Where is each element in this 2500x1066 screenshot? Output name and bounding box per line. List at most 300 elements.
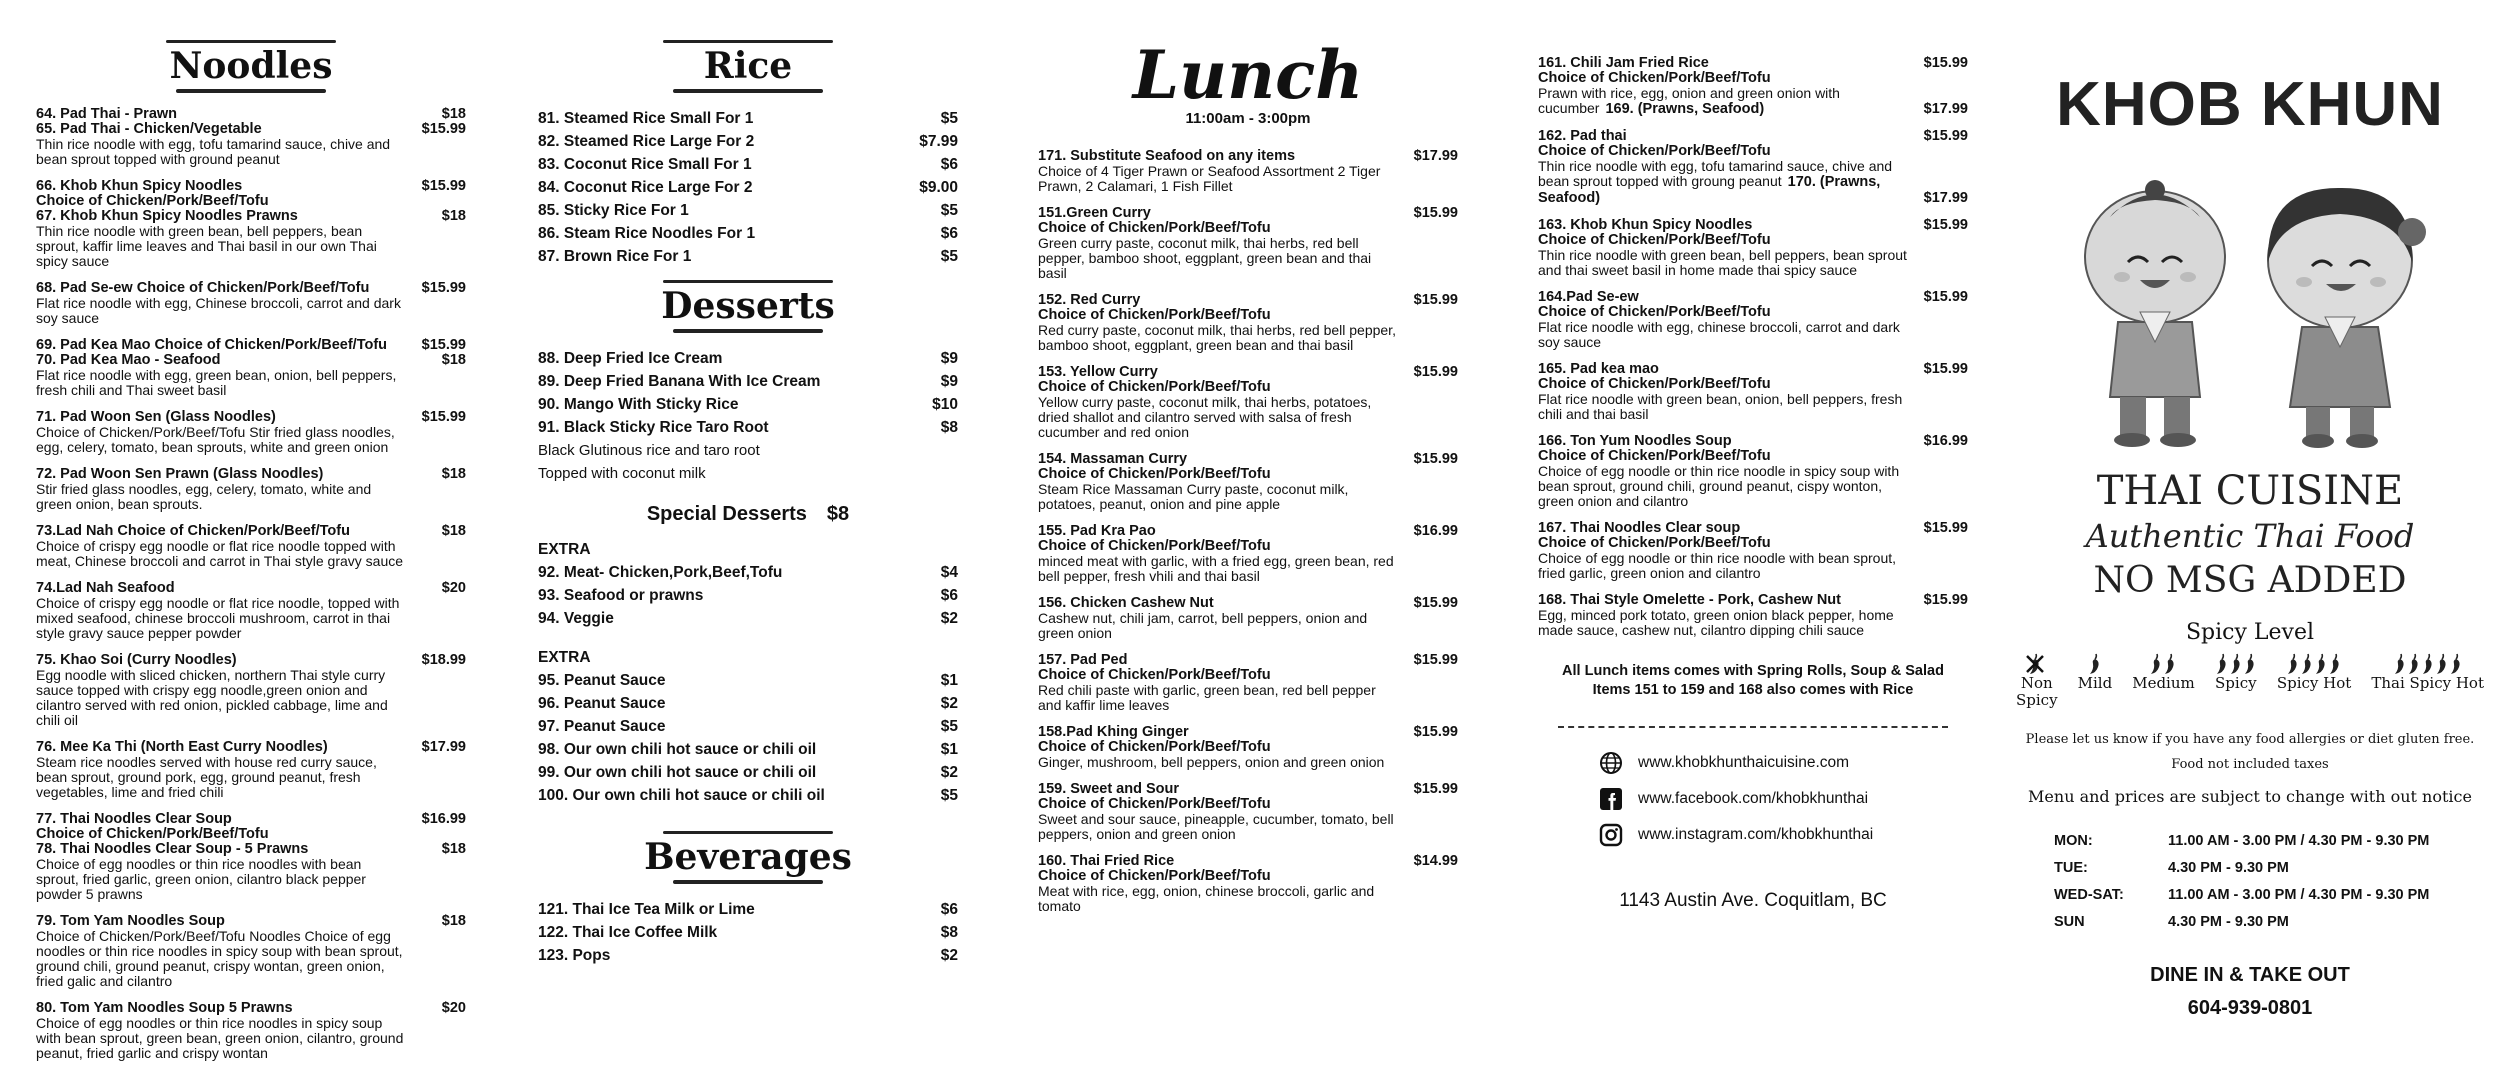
menu-item (36, 467, 466, 512)
item-description-text: Choice of egg noodle or thin rice noodle in spicy soup with bean sprout, ground chili, ground peanut, cispy wonton, green onion and cilantro (1538, 463, 1900, 509)
item-description-text: Egg noodle with sliced chicken, northern Thai style curry sauce topped with crispy egg noodle,green onion and cilantro served with red onion, pickled cabbage, lime and chili oil (36, 667, 388, 728)
item-name: 158.Pad Khing Ginger (1038, 724, 1189, 740)
item-name: 87. Brown Rice For 1 (538, 248, 692, 265)
item-subname-text: 78. Thai Noodles Clear Soup - 5 Prawns (36, 841, 309, 857)
item-price: $15.99 (1923, 520, 1968, 536)
item-description (1538, 248, 1908, 278)
menu-item (538, 245, 958, 268)
menu-item (36, 524, 466, 569)
menu-item (36, 740, 466, 800)
menu-item (36, 179, 466, 269)
facebook-icon (1598, 786, 1624, 812)
item-description (1538, 159, 1908, 206)
item-price: $8 (940, 924, 958, 941)
item-description-text: Prawn with rice, egg, onion and green onion with cucumber (1538, 85, 1840, 116)
item-price: $2 (940, 695, 958, 712)
spicy-level (2215, 651, 2257, 709)
item-description (1038, 236, 1398, 281)
item-description-text: Ginger, mushroom, bell peppers, onion and green onion (1038, 754, 1385, 770)
spicy-level (2371, 651, 2484, 709)
lunch-column (1038, 36, 1458, 926)
item-name: 79. Tom Yam Noodles Soup (36, 913, 225, 929)
section-title: Beverages (644, 836, 852, 878)
beverages-list (538, 898, 958, 967)
item-description (1038, 611, 1398, 641)
item-name: 171. Substitute Seafood on any items (1038, 148, 1296, 164)
menu-item (538, 584, 958, 607)
item-name: 122. Thai Ice Coffee Milk (538, 924, 718, 941)
extra-heading: EXTRA (538, 541, 591, 558)
item-description-text: Red chili paste with garlic, green bean, red bell pepper and kaffir lime leaves (1038, 682, 1376, 713)
item-subname-text: Choice of Chicken/Pork/Beef/Tofu (1538, 376, 1771, 392)
lunch-continued-column (1538, 56, 1968, 912)
menu-item (538, 692, 958, 715)
item-price: $9 (940, 350, 958, 367)
item-description-text: Choice of crispy egg noodle or flat rice noodle topped with meat, Chinese broccoli and carrot in Thai style gravy sauce (36, 538, 404, 569)
item-description-text: Meat with rice, egg, onion, chinese broccoli, garlic and tomato (1038, 883, 1375, 914)
dine-in-take-out: DINE IN & TAKE OUT (2150, 964, 2350, 986)
item-price: $1 (940, 741, 958, 758)
item-subname (1538, 449, 1908, 464)
item-price: $18.99 (421, 652, 466, 668)
item-description (1038, 884, 1398, 914)
hours-time: 11.00 AM - 3.00 PM / 4.30 PM - 9.30 PM (2168, 887, 2430, 903)
item-description (1538, 320, 1908, 350)
item-description-text: Flat rice noodle with egg, Chinese broccoli, carrot and dark soy sauce (36, 295, 401, 326)
item-subname (36, 841, 466, 857)
spicy-level-label: Thai Spicy Hot (2371, 674, 2484, 692)
menu-item (1538, 362, 1968, 422)
menu-item (538, 347, 958, 370)
item-subname-text: Choice of Chicken/Pork/Beef/Tofu (1538, 232, 1771, 248)
item-name: 151.Green Curry (1038, 205, 1151, 221)
spicy-level-label: Non (2020, 674, 2053, 692)
item-description (36, 425, 406, 455)
menu-item (538, 669, 958, 692)
menu-item (538, 393, 958, 416)
menu-item (36, 281, 466, 326)
item-price: $16.99 (421, 811, 466, 827)
menu-item (538, 607, 958, 630)
menu-item (36, 338, 466, 398)
menu-item (538, 416, 958, 439)
dessert-note: Black Glutinous rice and taro root (538, 442, 760, 459)
item-name: 121. Thai Ice Tea Milk or Lime (538, 901, 755, 918)
item-description (1538, 86, 1908, 117)
item-price: $18 (441, 352, 466, 368)
item-subname-text: Choice of Chicken/Pork/Beef/Tofu (1038, 739, 1271, 755)
item-price: $15.99 (1923, 55, 1968, 71)
menu-item (1538, 218, 1968, 278)
item-description-text: Steam Rice Massaman Curry paste, coconut milk, potatoes, peanut, onion and pine apple (1038, 481, 1349, 512)
item-name: 88. Deep Fried Ice Cream (538, 350, 723, 367)
item-price: $15.99 (1923, 592, 1968, 608)
hours-row (2054, 828, 2490, 855)
menu-item (538, 199, 958, 222)
beverages-heading (538, 831, 958, 884)
item-description-text: Choice of Chicken/Pork/Beef/Tofu Noodles Choice of egg noodles or thin rice noodles in spicy soup with bean sprout, ground chili, ground peanut, crispy wontan, green onion, fried galic and cilantro (36, 928, 403, 989)
item-name: 91. Black Sticky Rice Taro Root (538, 419, 769, 436)
item-subname-text: Choice of Chicken/Pork/Beef/Tofu (1038, 796, 1271, 812)
menu-item (538, 107, 958, 130)
item-description-text: Yellow curry paste, coconut milk, thai herbs, potatoes, dried shallot and cilantro served with salsa of fresh cucumber and red onion (1038, 394, 1372, 440)
item-subname-text: Choice of Chicken/Pork/Beef/Tofu (1538, 535, 1771, 551)
item-price: $5 (940, 718, 958, 735)
item-description (36, 929, 406, 989)
item-description (36, 137, 406, 167)
item-price: $18 (441, 841, 466, 857)
special-desserts-title: Special Desserts (646, 503, 807, 525)
hours-day: MON: (2054, 833, 2093, 849)
item-price: $15.99 (1413, 205, 1458, 221)
menu-item (1038, 782, 1458, 842)
extra-list (538, 561, 958, 630)
cuisine-title: THAI CUISINE (2096, 468, 2404, 514)
item-name: 162. Pad thai (1538, 128, 1627, 144)
item-price: $5 (940, 248, 958, 265)
menu-item (1038, 725, 1458, 770)
item-subname (1538, 377, 1908, 392)
item-name: 168. Thai Style Omelette - Pork, Cashew Nut (1538, 592, 1841, 608)
menu-item (1538, 593, 1968, 638)
item-price: $18 (441, 208, 466, 224)
item-description-text: Choice of 4 Tiger Prawn or Seafood Assortment 2 Tiger Prawn, 2 Calamari, 1 Fish Fillet (1038, 163, 1381, 194)
item-name: 167. Thai Noodles Clear soup (1538, 520, 1741, 536)
menu-item (538, 738, 958, 761)
rice-heading (538, 40, 958, 93)
item-inline-variant: 170. (Prawns, Seafood) (1538, 174, 1881, 206)
item-name: 98. Our own chili hot sauce or chili oil (538, 741, 817, 758)
phone-number[interactable]: 604-939-0801 (2187, 997, 2313, 1019)
spicy-level-label: Medium (2132, 674, 2195, 692)
item-price: $15.99 (421, 178, 466, 194)
lunch-note-line: All Lunch items comes with Spring Rolls, Soup & Salad (1562, 663, 1944, 679)
globe-icon (1598, 750, 1624, 776)
section-title: Desserts (661, 285, 835, 327)
item-price: $15.99 (1413, 451, 1458, 467)
menu-item (538, 761, 958, 784)
item-description (1038, 812, 1398, 842)
item-description-text: Thin rice noodle with egg, tofu tamarind sauce, chive and bean sprout topped with groung peanut (1538, 158, 1893, 189)
item-subname-text: Choice of Chicken/Pork/Beef/Tofu (1038, 667, 1271, 683)
item-price: $18 (441, 466, 466, 482)
noodles-column (36, 40, 466, 1066)
item-name: 89. Deep Fried Banana With Ice Cream (538, 373, 821, 390)
chili-pepper-icon (2078, 651, 2113, 675)
item-price: $6 (940, 587, 958, 604)
section-title: Rice (703, 45, 793, 87)
instagram-text: www.instagram.com/khobkhunthai (1638, 826, 1874, 843)
item-description-text: Steam rice noodles served with house red curry sauce, bean sprout, ground pork, egg, ground peanut, fresh vegetables, lime and fried chili (36, 754, 377, 800)
item-price: $15.99 (1923, 128, 1968, 144)
item-description (1038, 755, 1398, 770)
item-price: $15.99 (1923, 289, 1968, 305)
item-name: 83. Coconut Rice Small For 1 (538, 156, 752, 173)
item-price: $5 (940, 787, 958, 804)
menu-item (538, 715, 958, 738)
item-description (1538, 392, 1908, 422)
item-description (36, 368, 406, 398)
extra-heading: EXTRA (538, 649, 591, 666)
item-name: 64. Pad Thai - Prawn (36, 106, 178, 122)
item-name: 154. Massaman Curry (1038, 451, 1188, 467)
item-name: 73.Lad Nah Choice of Chicken/Pork/Beef/Tofu (36, 523, 350, 539)
item-name: 164.Pad Se-ew (1538, 289, 1639, 305)
brush-stroke (673, 880, 823, 884)
item-price: $6 (940, 901, 958, 918)
item-price: $17.99 (1923, 190, 1968, 206)
menu-item (1038, 653, 1458, 713)
lunch-hours: 11:00am - 3:00pm (1185, 110, 1311, 127)
brand-column (2010, 40, 2490, 1020)
menu-item (1538, 56, 1968, 117)
item-description-text: minced meat with garlic, with a fried egg, green bean, red bell pepper, fresh vhili and thai basil (1038, 553, 1394, 584)
menu-item (538, 921, 958, 944)
spicy-level (2277, 651, 2351, 709)
menu-item (538, 222, 958, 245)
menu-item (538, 784, 958, 807)
item-name: 93. Seafood or prawns (538, 587, 704, 604)
menu-item (1538, 434, 1968, 509)
item-price: $17.99 (421, 739, 466, 755)
website-link[interactable] (1598, 750, 1968, 776)
item-price: $7.99 (919, 133, 958, 150)
item-subname-text: 70. Pad Kea Mao - Seafood (36, 352, 221, 368)
instagram-link[interactable] (1598, 822, 1968, 848)
item-description-text: Choice of egg noodles or thin rice noodles with bean sprout, fried garlic, green onion, cilantro black pepper powder 5 prawns (36, 856, 366, 902)
menu-item (1538, 521, 1968, 581)
menu-item (36, 914, 466, 989)
item-name: 153. Yellow Curry (1038, 364, 1158, 380)
item-name: 152. Red Curry (1038, 292, 1141, 308)
item-subname (1538, 536, 1908, 551)
menu-item (538, 130, 958, 153)
item-subname-text: 65. Pad Thai - Chicken/Vegetable (36, 121, 262, 137)
item-price: $14.99 (1413, 853, 1458, 869)
item-price: $15.99 (421, 337, 466, 353)
item-description (1538, 608, 1908, 638)
item-description (36, 482, 406, 512)
item-description-text: Green curry paste, coconut milk, thai herbs, red bell pepper, bamboo shoot, eggplant, green bean and thai basil (1038, 235, 1372, 281)
lunch2-list (1538, 56, 1968, 638)
spicy-level (2132, 651, 2195, 709)
menu-item (1038, 524, 1458, 584)
item-subname (1038, 668, 1398, 683)
item-description-text: Cashew nut, chili jam, carrot, bell peppers, onion and green onion (1038, 610, 1368, 641)
item-name: 99. Our own chili hot sauce or chili oil (538, 764, 817, 781)
hours-time: 4.30 PM - 9.30 PM (2168, 860, 2289, 876)
item-description (36, 596, 406, 641)
menu-item (538, 370, 958, 393)
lunch-title: Lunch (1132, 36, 1364, 114)
hours-row (2054, 882, 2490, 909)
opening-hours (2054, 828, 2490, 936)
item-name: 100. Our own chili hot sauce or chili oil (538, 787, 825, 804)
spicy-level-label: Mild (2077, 674, 2113, 692)
item-name: 82. Steamed Rice Large For 2 (538, 133, 755, 150)
menu-item (538, 176, 958, 199)
extra-list (538, 669, 958, 807)
lunch-note (1538, 662, 1968, 700)
allergy-note: Please let us know if you have any food allergies or diet gluten free. (2025, 732, 2475, 747)
website-text: www.khobkhunthaicuisine.com (1638, 754, 1850, 771)
menu-item (36, 1001, 466, 1061)
item-name: 95. Peanut Sauce (538, 672, 666, 689)
item-description (36, 857, 406, 902)
item-name: 74.Lad Nah Seafood (36, 580, 175, 596)
item-name: 159. Sweet and Sour (1038, 781, 1180, 797)
item-subname (1038, 308, 1398, 323)
item-subname-text: Choice of Chicken/Pork/Beef/Tofu (1038, 868, 1271, 884)
item-subname (1038, 539, 1398, 554)
item-subname-text: Choice of Chicken/Pork/Beef/Tofu (36, 193, 269, 209)
item-price: $15.99 (1413, 595, 1458, 611)
hours-row (2054, 855, 2490, 882)
item-name: 160. Thai Fried Rice (1038, 853, 1175, 869)
item-subname (1038, 467, 1398, 482)
desserts-heading (538, 280, 958, 333)
menu-item (36, 410, 466, 455)
item-subname-text: Choice of Chicken/Pork/Beef/Tofu (1538, 143, 1771, 159)
item-subname-text: Choice of Chicken/Pork/Beef/Tofu (1038, 538, 1271, 554)
item-subname (1038, 797, 1398, 812)
item-subname-text: Choice of Chicken/Pork/Beef/Tofu (1038, 307, 1271, 323)
lunch-list (1038, 149, 1458, 914)
dashed-divider (1558, 726, 1948, 728)
item-subname (36, 121, 466, 137)
item-name: 77. Thai Noodles Clear Soup (36, 811, 232, 827)
menu-item (1038, 293, 1458, 353)
item-description (1038, 395, 1398, 440)
item-description (1038, 683, 1398, 713)
hours-day: SUN (2054, 914, 2085, 930)
mascot-illustration (2010, 162, 2490, 452)
menu-item (1538, 290, 1968, 350)
chili-pepper-icon (2371, 651, 2484, 675)
item-price: $6 (940, 156, 958, 173)
item-price: $18 (441, 913, 466, 929)
item-description-text: Flat rice noodle with egg, chinese broccoli, carrot and dark soy sauce (1538, 319, 1900, 350)
item-description (1038, 482, 1398, 512)
desserts-list (538, 347, 958, 439)
rice-list (538, 107, 958, 268)
item-price: $2 (940, 610, 958, 627)
item-description (1038, 164, 1398, 194)
item-name: 66. Khob Khun Spicy Noodles (36, 178, 243, 194)
item-price: $20 (441, 580, 466, 596)
item-name: 165. Pad kea mao (1538, 361, 1659, 377)
instagram-icon (1598, 822, 1624, 848)
facebook-link[interactable] (1598, 786, 1968, 812)
item-subname (36, 352, 466, 368)
item-description (36, 755, 406, 800)
hours-day: WED-SAT: (2054, 887, 2124, 903)
item-price: $15.99 (1413, 652, 1458, 668)
item-description-text: Thin rice noodle with green bean, bell peppers, bean sprout, kaffir lime leaves and Thai basil in our own Thai spicy sauce (36, 223, 377, 269)
item-description (36, 296, 406, 326)
item-price: $16.99 (1413, 523, 1458, 539)
item-subname-text: Choice of Chicken/Pork/Beef/Tofu (1538, 448, 1771, 464)
menu-item (1038, 596, 1458, 641)
item-price: $15.99 (1413, 724, 1458, 740)
dessert-note: Topped with coconut milk (538, 465, 706, 482)
item-description-text: Thin rice noodle with green bean, bell peppers, bean sprout and thai sweet basil in home made thai spicy sauce (1538, 247, 1907, 278)
lunch-note-line: Items 151 to 159 and 168 also comes with Rice (1592, 682, 1914, 698)
hours-day: TUE: (2054, 860, 2088, 876)
item-subname (1538, 233, 1908, 248)
brush-stroke (673, 329, 823, 333)
item-price: $20 (441, 1000, 466, 1016)
spicy-level-label: Spicy (2215, 674, 2257, 692)
item-description-text: Choice of egg noodle or thin rice noodle with bean sprout, fried garlic, green onion and cilantro (1538, 550, 1897, 581)
item-name: 90. Mango With Sticky Rice (538, 396, 739, 413)
address: 1143 Austin Ave. Coquitlam, BC (1619, 890, 1887, 911)
menu-item (36, 107, 466, 167)
spicy-level (2016, 651, 2058, 709)
item-name: 71. Pad Woon Sen (Glass Noodles) (36, 409, 276, 425)
item-price: $18 (441, 106, 466, 122)
item-name: 75. Khao Soi (Curry Noodles) (36, 652, 237, 668)
spicy-level-label: Spicy Hot (2276, 674, 2352, 692)
item-price: $18 (441, 523, 466, 539)
item-price: $15.99 (1923, 361, 1968, 377)
menu-item (36, 653, 466, 728)
item-price: $15.99 (421, 121, 466, 137)
item-description-text: Red curry paste, coconut milk, thai herbs, red bell pepper, bamboo shoot, eggplant, green bean and thai basil (1038, 322, 1396, 353)
spicy-level (2078, 651, 2113, 709)
mascots-icon (2040, 162, 2460, 452)
menu-item (538, 153, 958, 176)
item-description (1538, 464, 1908, 509)
chili-pepper-icon (2215, 651, 2257, 675)
item-subname-text: Choice of Chicken/Pork/Beef/Tofu (1038, 379, 1271, 395)
item-description-text: Flat rice noodle with green bean, onion, bell peppers, fresh chili and thai basil (1538, 391, 1903, 422)
item-price: $2 (940, 764, 958, 781)
brush-stroke (176, 89, 326, 93)
menu-item (1038, 206, 1458, 281)
special-desserts-price: $8 (826, 503, 850, 525)
menu-item (1538, 129, 1968, 206)
menu-item (538, 944, 958, 967)
menu-item (36, 812, 466, 902)
item-name: 81. Steamed Rice Small For 1 (538, 110, 754, 127)
item-description (36, 668, 406, 728)
hours-time: 11.00 AM - 3.00 PM / 4.30 PM - 9.30 PM (2168, 833, 2430, 849)
item-price: $17.99 (1923, 101, 1968, 117)
item-name: 123. Pops (538, 947, 611, 964)
item-subname (1538, 71, 1908, 86)
section-title: Noodles (169, 45, 333, 87)
chili-pepper-icon (2132, 651, 2195, 675)
tax-note: Food not included taxes (2171, 757, 2329, 772)
item-name: 97. Peanut Sauce (538, 718, 666, 735)
brand-name: KHOB KHUN (2056, 70, 2444, 139)
hours-time: 4.30 PM - 9.30 PM (2168, 914, 2289, 930)
item-subname (1038, 221, 1398, 236)
noodles-list (36, 107, 466, 1061)
item-subname-text: Choice of Chicken/Pork/Beef/Tofu (1538, 70, 1771, 86)
item-price: $5 (940, 202, 958, 219)
item-description (1038, 323, 1398, 353)
item-subname (36, 194, 406, 209)
item-price: $15.99 (421, 409, 466, 425)
item-name: 94. Veggie (538, 610, 614, 627)
item-subname (1038, 380, 1398, 395)
item-price: $9 (940, 373, 958, 390)
item-price: $2 (940, 947, 958, 964)
item-subname-text: 67. Khob Khun Spicy Noodles Prawns (36, 208, 298, 224)
item-subname-text: Choice of Chicken/Pork/Beef/Tofu (1538, 304, 1771, 320)
